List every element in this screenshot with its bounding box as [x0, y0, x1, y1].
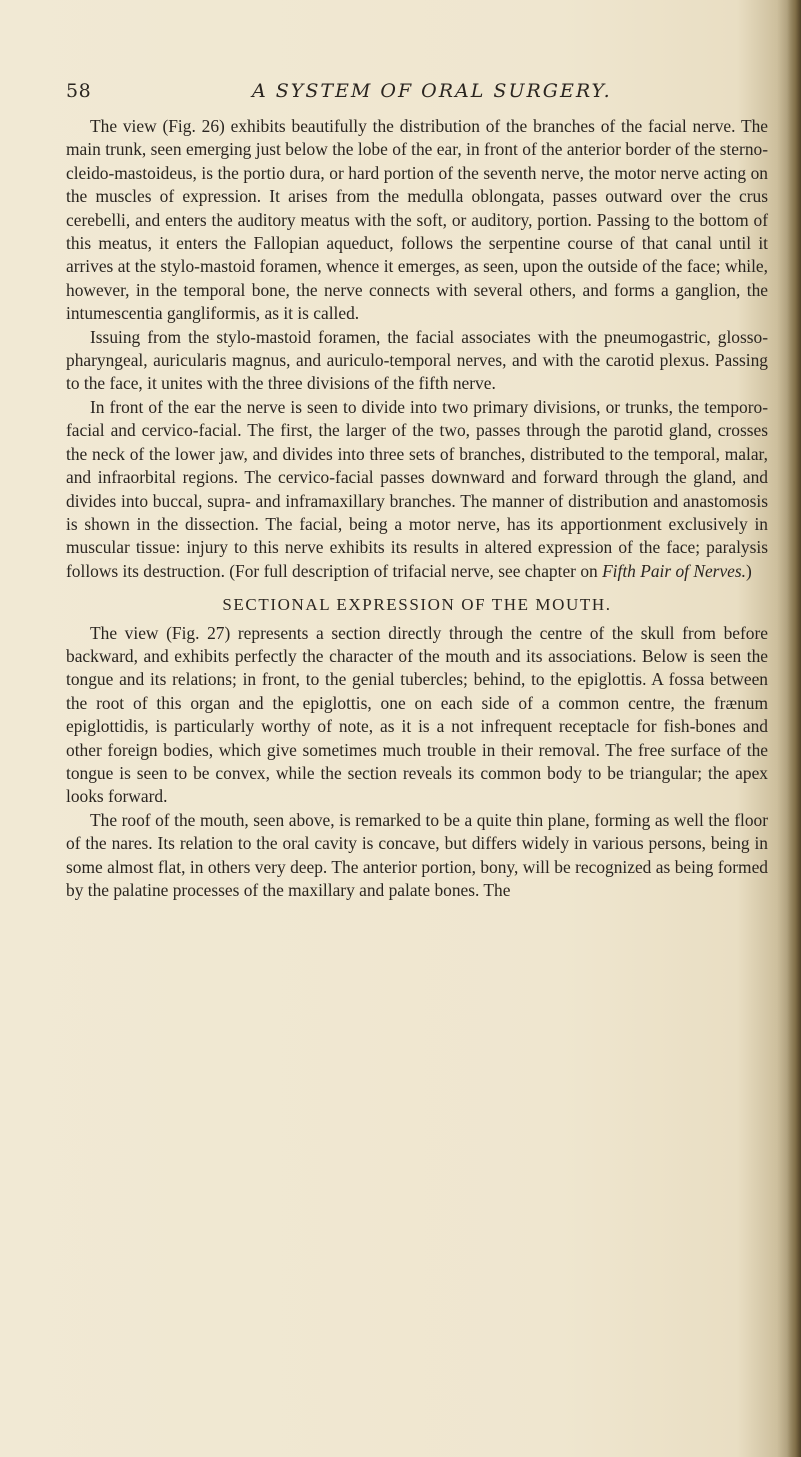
paragraph [66, 396, 768, 583]
paragraph-text: In front of the ear the nerve is seen to divide into two primary divisions, or trunks, the temporo-facial and cervico-facial. The first, the larger of the two, passes through the parotid gland, crosses the neck of the lower jaw, and divides into three sets of branches, distributed to the temporal, malar, and infraorbital regions. The cervico-facial passes downward and forward through the gland, and divides into buccal, supra- and inframaxillary branches. The manner of distribution and anastomosis is shown in the dissection. The facial, being a motor nerve, has its apportionment exclusively in muscular tissue: injury to this nerve exhibits its results in altered expression of the face; paralysis follows its destruction. (For full description of trifacial nerve, see chapter on [66, 396, 768, 581]
paragraph: The roof of the mouth, seen above, is remarked to be a quite thin plane, forming as well the floor of the nares. Its relation to the oral cavity is concave, but differs widely in various persons, being in some almost flat, in others very deep. The anterior portion, bony, will be recognized as being formed by the palatine processes of the maxillary and palate bones. The [66, 809, 768, 900]
italic-reference: Fifth Pair of Nerves. [602, 560, 747, 581]
paragraph: The view (Fig. 26) exhibits beautifully the distribution of the branches of the facial nerve. The main trunk, seen emerging just below the lobe of the ear, in front of the anterior border of the sterno-cleido-mastoideus, is the portio dura, or hard portion of the seventh nerve, the motor nerve acting on the muscles of expression. It arises from the medulla oblongata, passes outward over the crus cerebelli, and enters the auditory meatus with the soft, or auditory, portion. Passing to the bottom of this meatus, it enters the Fallopian aqueduct, follows the serpentine course of that canal until it arrives at the stylo-mastoid foramen, whence it emerges, as seen, upon the outside of the face; while, however, in the temporal bone, the nerve connects with several others, and forms a ganglion, the intumescentia gangliformis, as it is called. [66, 116, 768, 324]
page-edge-shadow [787, 0, 801, 1457]
paragraph: The view (Fig. 27) represents a section directly through the centre of the skull from before backward, and exhibits perfectly the character of the mouth and its associations. Below is seen the tongue and its relations; in front, to the genial tubercles; behind, to the epiglottis. A fossa between the root of this organ and the epiglottis, one on each side of a common centre, the frænum epiglottidis, is particularly worthy of note, as it is a not infrequent receptacle for fish-bones and other foreign bodies, which give sometimes much trouble in their removal. The free surface of the tongue is seen to be convex, while the section reveals its common body to be triangular; the apex looks forward. [66, 622, 768, 807]
section-heading: SECTIONAL EXPRESSION OF THE MOUTH. [222, 595, 612, 615]
page-header [66, 80, 766, 110]
running-title: A SYSTEM OF ORAL SURGERY. [252, 80, 612, 102]
paragraph-text-end: ) [746, 560, 752, 581]
page-number: 58 [66, 80, 92, 102]
body-text [66, 115, 768, 902]
paragraph: Issuing from the stylo-mastoid foramen, the facial associates with the pneumogastric, glosso-pharyngeal, auricularis magnus, and auriculo-temporal nerves, and with the carotid plexus. Passing to the face, it unites with the three divisions of the fifth nerve. [66, 326, 768, 394]
